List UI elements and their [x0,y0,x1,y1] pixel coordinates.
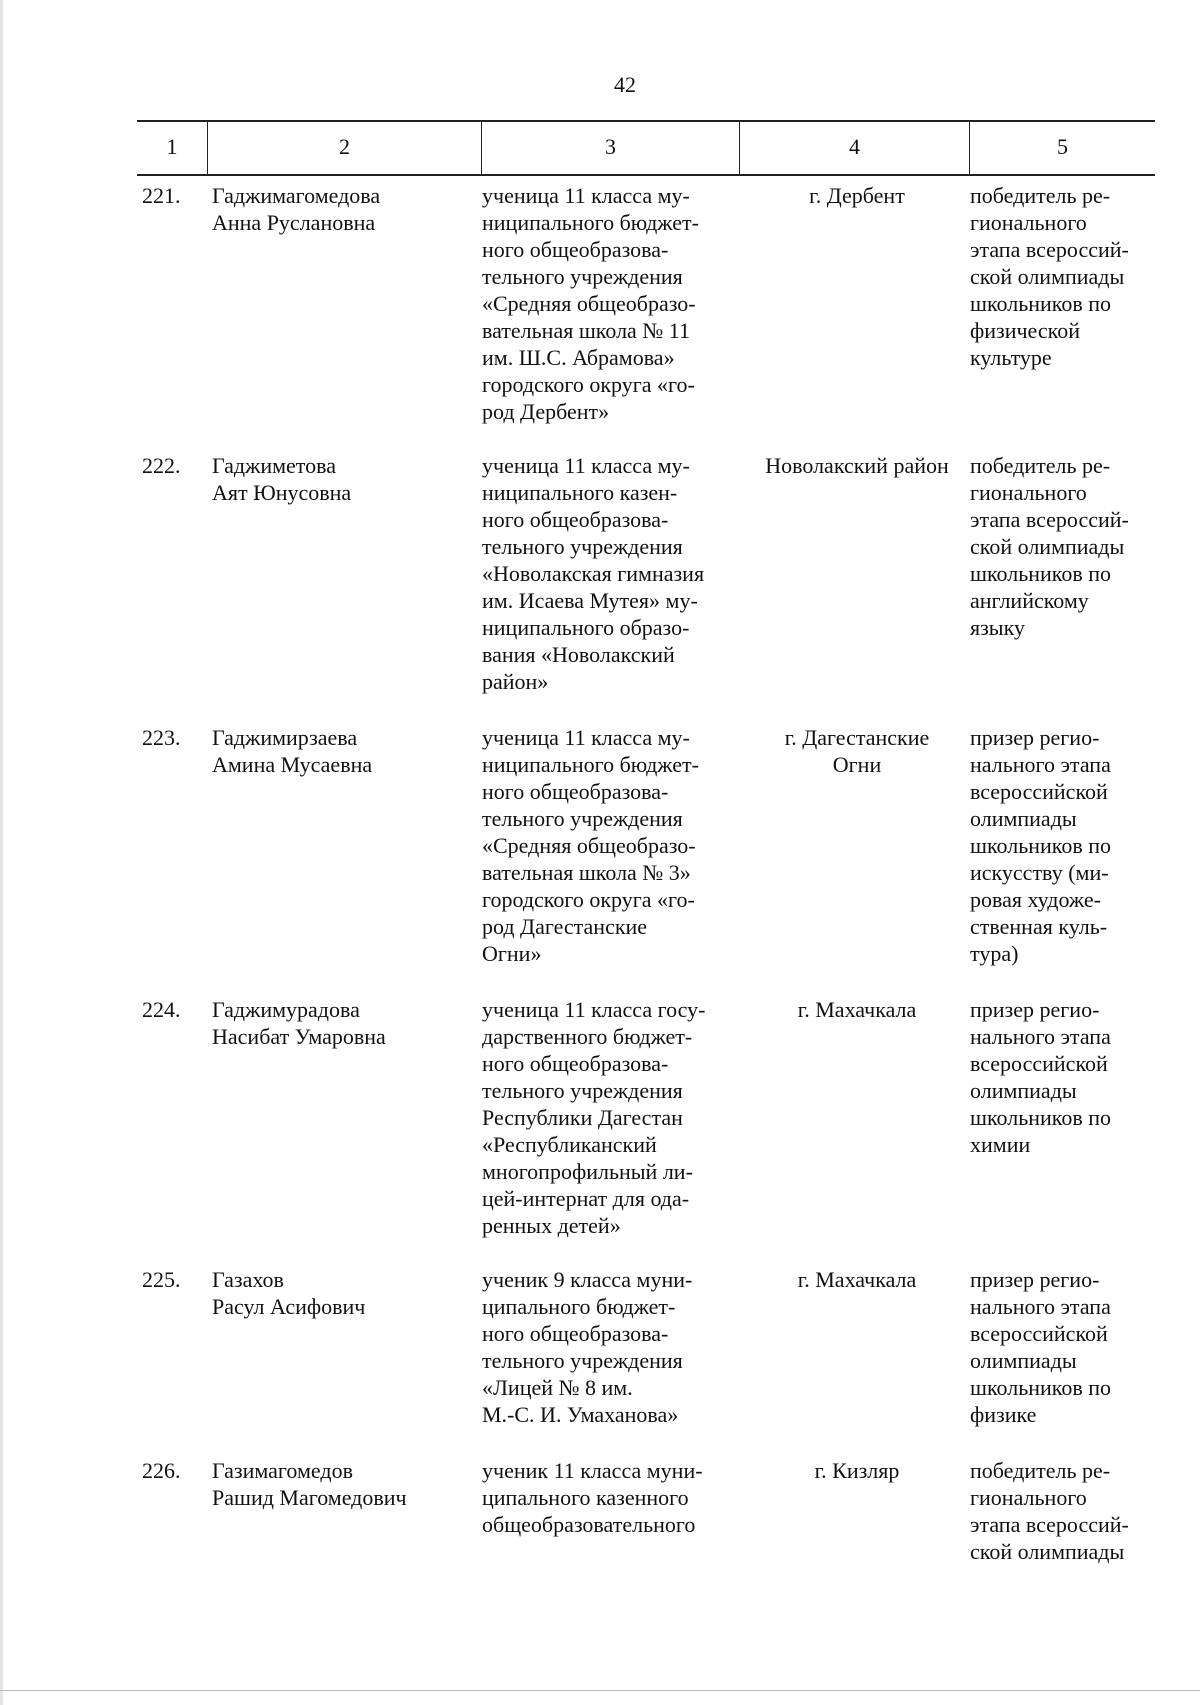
text-line: искусству (ми- [970,860,1109,885]
participant-name [212,724,462,778]
text-line: Насибат Умаровна [212,1024,386,1049]
header-col-4: 4 [739,122,969,174]
text-line: Газахов [212,1267,284,1292]
text-line: английскому [970,588,1089,613]
text-line: ного общеобразова- [482,507,669,532]
text-line: ципального казенного [482,1485,689,1510]
school-description [482,182,728,425]
text-line: Рашид Магомедович [212,1485,407,1510]
school-description [482,996,728,1239]
text-line: городского округа «го- [482,372,695,397]
row-number: 221. [142,183,181,208]
text-line: Расул Асифович [212,1294,366,1319]
header-col-1: 1 [166,134,178,159]
participant-name [212,182,462,236]
text-line: вательная школа № 3» [482,860,691,885]
page-number: 42 [614,72,636,97]
text-line: ного общеобразова- [482,779,669,804]
text-line: им. Исаева Мутея» му- [482,588,698,613]
text-line: ниципального образо- [482,615,690,640]
text-line: Огни [832,752,882,777]
locality [744,1266,970,1293]
text-line: ного общеобразова- [482,237,669,262]
text-line: вания «Новолакский [482,642,675,667]
text-line: дарственного бюджет- [482,1024,693,1049]
text-line: этапа всероссий- [970,237,1129,262]
text-line: ученик 11 класса муни- [482,1458,703,1483]
text-line: олимпиады [970,806,1077,831]
text-line: ниципального бюджет- [482,752,699,777]
text-line: ской олимпиады [970,264,1125,289]
scan-edge [0,0,3,1705]
text-line: ренных детей» [482,1213,621,1238]
text-line: ниципального бюджет- [482,210,699,235]
text-line: Гаджимурадова [212,997,360,1022]
text-line: «Средняя общеобразо- [482,833,696,858]
text-line: тельного учреждения [482,264,683,289]
text-line: нального этапа [970,1294,1111,1319]
text-line: «Новолакская гимназия [482,561,705,586]
text-line: городского округа «го- [482,887,695,912]
text-line: «Республиканский [482,1132,657,1157]
text-line: олимпиады [970,1348,1077,1373]
text-line: Анна Руслановна [212,210,376,235]
award-status [970,996,1146,1158]
text-line: Новолакский район [765,453,949,478]
text-line: род Дербент» [482,399,610,424]
text-line: г. Махачкала [797,1267,917,1292]
text-line: ственная куль- [970,914,1108,939]
text-line: Гаджиметова [212,453,336,478]
row-number: 226. [142,1458,181,1483]
locality [744,182,970,209]
row-number: 224. [142,997,181,1022]
text-line: район» [482,669,549,694]
text-line: г. Кизляр [814,1458,900,1483]
participant-name [212,452,462,506]
text-line: ученица 11 класса госу- [482,997,706,1022]
text-line: вательная школа № 11 [482,318,690,343]
text-line: ученица 11 класса му- [482,453,690,478]
locality [744,996,970,1023]
table-header [137,120,1155,176]
award-status [970,724,1146,967]
text-line: школьников по [970,1105,1112,1130]
text-line: М.-С. И. Умаханова» [482,1402,679,1427]
text-line: всероссийской [970,1321,1108,1346]
text-line: ниципального казен- [482,480,678,505]
row-number: 225. [142,1267,181,1292]
school-description [482,1266,728,1428]
school-description [482,452,728,695]
participant-name [212,996,462,1050]
text-line: Гаджимагомедова [212,183,381,208]
school-description [482,724,728,967]
text-line: род Дагестанские [482,914,648,939]
text-line: ской олимпиады [970,1539,1125,1564]
text-line: ученик 9 класса муни- [482,1267,693,1292]
text-line: «Лицей № 8 им. [482,1375,633,1400]
text-line: гионального [970,480,1087,505]
award-status [970,1457,1146,1565]
award-status [970,1266,1146,1428]
text-line: ученица 11 класса му- [482,183,690,208]
text-line: Газимагомедов [212,1458,353,1483]
text-line: победитель ре- [970,1458,1111,1483]
text-line: олимпиады [970,1078,1077,1103]
text-line: тельного учреждения [482,1348,683,1373]
text-line: цей-интернат для ода- [482,1186,690,1211]
text-line: гионального [970,1485,1087,1510]
text-line: культуре [970,345,1052,370]
locality [744,452,970,479]
text-line: ской олимпиады [970,534,1125,559]
text-line: победитель ре- [970,453,1111,478]
text-line: всероссийской [970,779,1108,804]
text-line: этапа всероссий- [970,1512,1129,1537]
row-number: 223. [142,725,181,750]
award-status [970,182,1146,371]
participant-name [212,1266,462,1320]
header-col-3: 3 [481,122,739,174]
text-line: призер регио- [970,1267,1100,1292]
text-line: школьников по [970,291,1112,316]
text-line: этапа всероссий- [970,507,1129,532]
text-line: школьников по [970,1375,1112,1400]
locality [744,724,970,778]
text-line: Аят Юнусовна [212,480,352,505]
header-col-5: 5 [969,122,1155,174]
text-line: химии [970,1132,1031,1157]
text-line: призер регио- [970,725,1100,750]
text-line: им. Ш.С. Абрамова» [482,345,675,370]
text-line: тельного учреждения [482,806,683,831]
text-line: тельного учреждения [482,1078,683,1103]
text-line: общеобразовательного [482,1512,696,1537]
page-bottom-rule [0,1690,1200,1691]
text-line: гионального [970,210,1087,235]
text-line: призер регио- [970,997,1100,1022]
text-line: ципального бюджет- [482,1294,676,1319]
text-line: всероссийской [970,1051,1108,1076]
text-line: нального этапа [970,1024,1111,1049]
text-line: физической [970,318,1080,343]
award-status [970,452,1146,641]
text-line: г. Дербент [809,183,905,208]
text-line: ученица 11 класса му- [482,725,690,750]
locality [744,1457,970,1484]
text-line: языку [970,615,1025,640]
row-number: 222. [142,453,181,478]
school-description [482,1457,728,1538]
text-line: Амина Мусаевна [212,752,373,777]
text-line: тура) [970,941,1019,966]
text-line: ного общеобразова- [482,1051,669,1076]
text-line: ровая художе- [970,887,1101,912]
text-line: победитель ре- [970,183,1111,208]
text-line: Гаджимирзаева [212,725,358,750]
text-line: физике [970,1402,1037,1427]
text-line: ного общеобразова- [482,1321,669,1346]
header-col-2: 2 [207,122,481,174]
text-line: школьников по [970,561,1112,586]
text-line: многопрофильный ли- [482,1159,693,1184]
text-line: нального этапа [970,752,1111,777]
participant-name [212,1457,462,1511]
text-line: г. Махачкала [797,997,917,1022]
text-line: «Средняя общеобразо- [482,291,696,316]
text-line: тельного учреждения [482,534,683,559]
text-line: г. Дагестанские [784,725,930,750]
text-line: Республики Дагестан [482,1105,683,1130]
text-line: школьников по [970,833,1112,858]
text-line: Огни» [482,941,542,966]
